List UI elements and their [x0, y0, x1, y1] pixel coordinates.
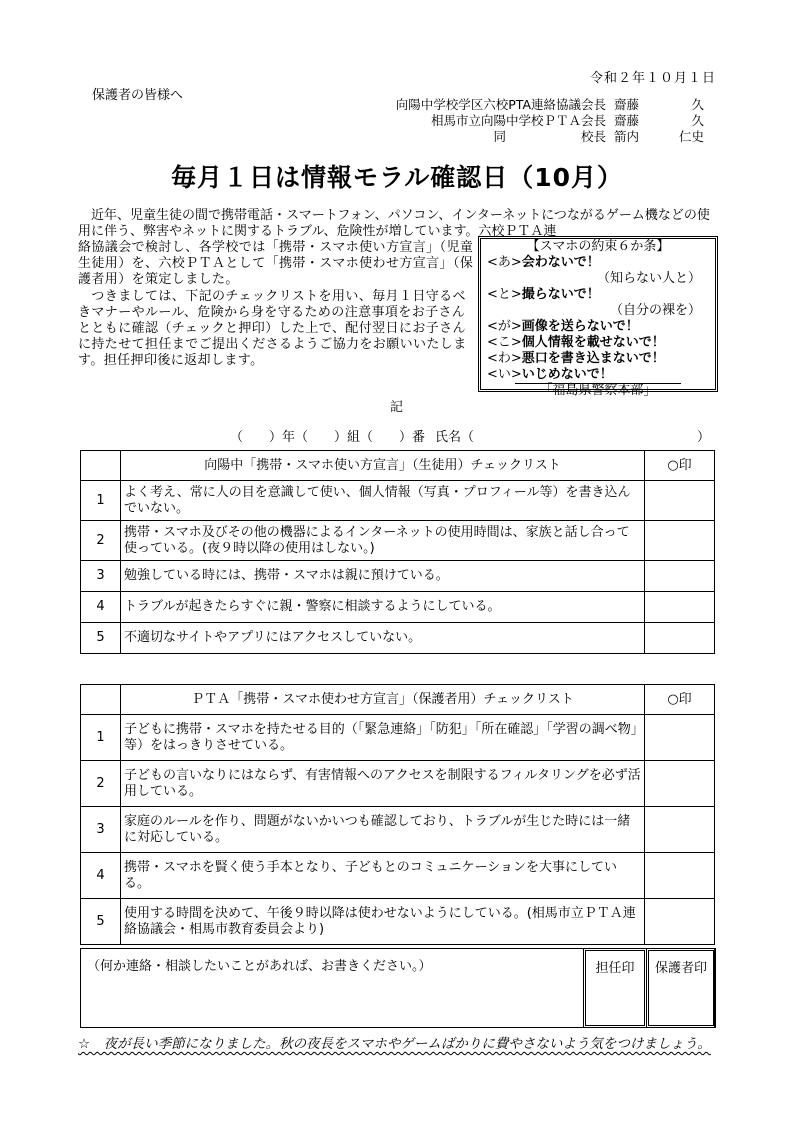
table-row: [81, 592, 715, 623]
parent-seal-box[interactable]: [646, 948, 716, 1028]
promise-text: 会わないで！: [521, 255, 600, 270]
promise-source: 「福島県警察本部」: [515, 383, 681, 398]
row-number: 2: [81, 761, 121, 807]
signer-row: [396, 129, 704, 145]
row-text: 携帯・スマホ及びその他の機器によるインターネットの使用時間は、家族と話し合って使っている。(夜９時以降の使用はしない。): [121, 521, 645, 561]
row-text: よく考え、常に人の目を意識して使い、個人情報（写真・プロフィール等）を書き込んでいない。: [121, 481, 645, 521]
signer-given: 久: [691, 113, 704, 128]
promise-text: 画像を送らないで！: [521, 319, 639, 334]
num-header: [81, 685, 121, 715]
row-number: 5: [81, 623, 121, 654]
row-text: 子どもの言いなりにはならず、有害情報へのアクセスを制限するフィルタリングを必ず活用している。: [121, 761, 645, 807]
promise-item: [487, 335, 709, 351]
table-row: [81, 561, 715, 592]
promise-text: 悪口を書き込まないで！: [521, 351, 665, 366]
signer-given: 仁史: [678, 129, 704, 144]
intro-text-cont: 絡協議会で検討し、各学校では「携帯・スマホ使い方宣言」（児童生徒用）を、六校ＰＴＡとして「携帯・スマホ使わせ方宣言」（保護者用）を策定しました。: [78, 240, 474, 288]
intro-paragraph-2: [78, 240, 475, 370]
table-row: [81, 715, 715, 761]
grade-field[interactable]: （ ）年: [230, 430, 296, 445]
signer-row: [396, 97, 704, 113]
row-number: 2: [81, 521, 121, 561]
row-number: 5: [81, 899, 121, 945]
intro-text-request: [78, 289, 475, 370]
student-info-line: [230, 426, 710, 445]
table-row: [81, 623, 715, 654]
promise-text: いじめないで！: [521, 367, 613, 382]
ki-heading: 記: [390, 400, 404, 415]
row-text: 携帯・スマホを賢く使う手本となり、子どもとのコミュニケーションを大事にしている。: [121, 853, 645, 899]
signer-surname: 箭内: [614, 129, 640, 144]
promise-mark: <わ>: [487, 351, 522, 366]
comment-prompt: （何か連絡・相談したいことがあれば、お書きください。）: [87, 959, 432, 974]
stamp-cell[interactable]: [645, 715, 715, 761]
page-title: 毎月１日は情報モラル確認日（10月）: [170, 163, 624, 192]
row-text: 勉強している時には、携帯・スマホは親に預けている。: [121, 561, 645, 592]
signer-given: 久: [691, 97, 704, 112]
signer-surname: 齋藤: [614, 97, 640, 112]
stamp-cell[interactable]: [645, 807, 715, 853]
num-header: [81, 451, 121, 481]
table-row: [81, 853, 715, 899]
stamp-header: ○印: [645, 451, 715, 481]
promise-item: [487, 319, 709, 335]
table-header-row: [81, 685, 715, 715]
promise-sub: （知らない人と）: [596, 271, 701, 286]
parent-seal-label: 保護者印: [654, 961, 707, 976]
stamp-cell[interactable]: [645, 592, 715, 623]
signer-row: [396, 113, 704, 129]
row-text: 不適切なサイトやアプリにはアクセスしていない。: [121, 623, 645, 654]
row-text: 家庭のルールを作り、問題がないかいつも確認しており、トラブルが生じた時には一緒に対応している。: [121, 807, 645, 853]
row-number: 4: [81, 592, 121, 623]
promise-item: [487, 351, 709, 367]
row-number: 3: [81, 561, 121, 592]
promise-mark: <あ>: [487, 255, 522, 270]
stamp-cell[interactable]: [645, 899, 715, 945]
name-label[interactable]: 氏名（: [435, 430, 475, 445]
signer-org: 相馬市立向陽中学校ＰＴＡ会長: [430, 113, 606, 128]
promise-sub: （自分の裸を）: [609, 303, 701, 318]
table-row: [81, 899, 715, 945]
signer-org: 向陽中学校学区六校PTA連絡協議会長: [395, 97, 606, 112]
row-text: 子どもに携帯・スマホを持たせる目的（「緊急連絡」「防犯」「所在確認」「学習の調べ物」等）をはっきりさせている。: [121, 715, 645, 761]
row-number: 1: [81, 481, 121, 521]
parent-checklist-title: ＰＴＡ「携帯・スマホ使わせ方宣言」（保護者用）チェックリスト: [121, 685, 645, 715]
teacher-seal-box[interactable]: [583, 948, 647, 1028]
document-date: 令和２年１０月１日: [589, 71, 716, 86]
promise-item: [487, 367, 709, 383]
closing-message: ☆ 夜が長い季節になりました。秋の夜長をスマホやゲームばかりに費やさないよう気をつけましょう。: [78, 1036, 711, 1052]
promise-item: [487, 255, 709, 271]
student-checklist-title: 向陽中「携帯・スマホ使い方宣言」（生徒用）チェックリスト: [121, 451, 645, 481]
row-number: 4: [81, 853, 121, 899]
promise-title: 【スマホの約束６か条】: [526, 239, 670, 254]
stamp-cell[interactable]: [645, 853, 715, 899]
stamp-cell[interactable]: [645, 561, 715, 592]
stamp-cell[interactable]: [645, 481, 715, 521]
addressee: 保護者の皆様へ: [92, 88, 184, 103]
name-close: ）: [696, 430, 710, 445]
promise-mark: <と>: [487, 287, 522, 302]
stamp-cell[interactable]: [645, 761, 715, 807]
stamp-header: ○印: [645, 685, 715, 715]
smartphone-promise-box: [478, 236, 718, 398]
promise-text: 個人情報を載せないで！: [521, 335, 665, 350]
intro-text: 近年、児童生徒の間で携帯電話・スマートフォン、パソコン、インターネットにつながるゲーム機などの使用に伴う、弊害やネットに関するトラブル、危険性が増しています。六校ＰＴＡ連: [78, 208, 710, 239]
row-text: 使用する時間を決めて、午後９時以降は使わせないようにしている。(相馬市立ＰＴＡ連絡協議会・相馬市教育委員会より): [121, 899, 645, 945]
promise-item: [487, 287, 709, 303]
comment-box[interactable]: [80, 948, 715, 1028]
table-row: [81, 481, 715, 521]
teacher-seal-label: 担任印: [595, 961, 635, 976]
stamp-cell[interactable]: [645, 521, 715, 561]
table-row: [81, 761, 715, 807]
class-field[interactable]: （ ）組: [295, 430, 361, 445]
table-row: [81, 521, 715, 561]
row-number: 3: [81, 807, 121, 853]
promise-mark: <が>: [487, 319, 522, 334]
stamp-cell[interactable]: [645, 623, 715, 654]
number-field[interactable]: （ ）番: [360, 430, 426, 445]
row-text: トラブルが起きたらすぐに親・警察に相談するようにしている。: [121, 592, 645, 623]
table-row: [81, 807, 715, 853]
request-text: つきましては、下記のチェックリストを用い、毎月１日守るべきマナーやルール、危険から身を守るための注意事項をお子さんとともに確認（チェックと押印）した上で、配付翌日にお子さんに持たせて担任までご提出くださるようご協力をお願いいたします。担任押印後に返却します。: [78, 288, 467, 369]
signers-block: [396, 97, 704, 145]
student-checklist-table: [80, 450, 715, 654]
signer-org: 同 校長: [493, 129, 606, 144]
table-header-row: [81, 451, 715, 481]
parent-checklist-table: [80, 684, 715, 945]
row-number: 1: [81, 715, 121, 761]
signer-surname: 齋藤: [614, 113, 640, 128]
promise-text: 撮らないで！: [521, 287, 600, 302]
promise-mark: <い>: [487, 367, 522, 382]
promise-mark: <こ>: [487, 335, 522, 350]
